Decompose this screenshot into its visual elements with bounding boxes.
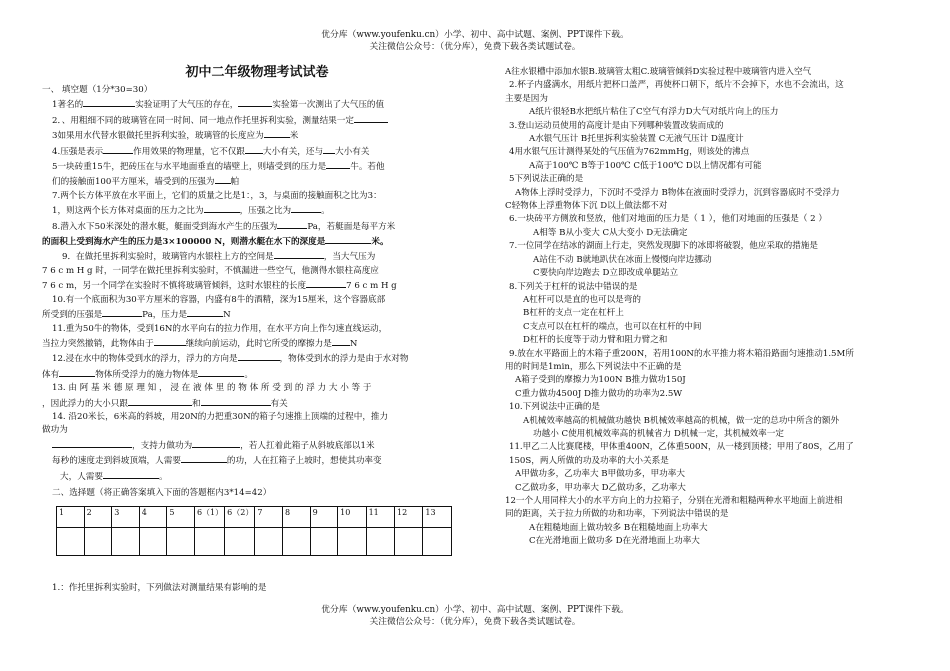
right-column-line: A甲做功多，乙功率大 B甲做功多，甲功率大 [515,469,685,480]
right-column-line: 主要是因为 [505,93,548,104]
header-line-2: 关注微信公众号：（优分库），免费下载各类试题试卷。 [369,42,581,52]
right-column-line: A机械效率越高的机械做功越快 B机械效率越高的机械，做一定的总功中所含的额外 [523,415,840,426]
right-column-line: 5下列说法正确的是 [509,174,584,185]
question-9-cont: 7 6 c m H g 时，一同学在做托里拆利实验时，不慎漏进一些空气，他测得水银柱高度应 [42,265,379,276]
answer-grid-header-cell: 6（2） [225,507,255,528]
answer-grid-header-cell: 5 [167,507,195,528]
answer-grid [56,506,452,556]
question-8-cont: 的面积上受到海水产生的压力是3×100000 N，则潜水艇在水下的深度是 米。 [42,234,452,249]
question-4: 4.压强是表示 作用效果的物理量，它不仅跟 大小有关，还与 大小有关 [42,144,452,159]
left-column [42,65,452,593]
right-column-line: C要快向岸边跑去 D立即改成单腿站立 [533,268,679,279]
right-column-line: C支点可以在杠杆的端点，也可以在杠杆的中间 [523,321,702,332]
right-column-line: 9.放在水平路面上的木箱子重200N，若用100N的水平推力将木箱沿路面匀速推动1.5M所 [509,348,854,359]
question-14-cont3: 每秒的速度走到斜坡顶端，人需要 的功，人在扛箱子上坡时，想使其功率变 [42,453,452,468]
question-10: 10.有一个底面积为30平方厘米的容器，内盛有8牛的酒精，深为15厘米，这个容器底部 [52,294,386,305]
answer-grid-header-cell: 4 [139,507,167,528]
answer-grid-header-cell: 7 [255,507,283,528]
right-column-line: A纸片很轻B水把纸片粘住了C空气有浮力D大气对纸片向上的压力 [529,107,779,118]
question-9-cont2: 7 6 c m，另一个同学在实验时不慎将玻璃管倾斜，这时水银柱的长度 7 6 c m H g [42,278,452,293]
question-5: 5一块砖重15牛，把砖压在与水平地面垂直的墙壁上，则墙受到的压力是 牛。若他 [42,159,452,174]
question-10-cont: 所受到的压强是 Pa，压力是 N [42,307,452,322]
question-9: 9．在做托里拆利实验时，玻璃管内水银柱上方的空间是 ，当大气压为 [42,249,452,264]
right-column-line: 2.杯子内盛满水，用纸片把杯口盖严，再使杯口朝下，纸片不会掉下，水也不会流出，这 [509,80,844,91]
page-header [0,29,950,53]
question-8: 8.潜入水下50米深处的潜水艇，艇面受到海水产生的压强为 Pa，若艇面是每平方米 [42,219,452,234]
right-column-line: A在粗糙地面上做功较多 B在粗糙地面上功率大 [529,522,708,533]
answer-grid-answer-cell[interactable] [282,528,310,556]
right-column-line: 7.一位同学在结冰的湖面上行走，突然发现脚下的冰即将破裂，他应采取的措施是 [509,241,818,252]
answer-grid-header-cell: 8 [282,507,310,528]
answer-grid-answer-cell[interactable] [423,528,452,556]
answer-grid-header-cell: 13 [423,507,452,528]
right-column-line: A高于100℃ B等于100℃ C低于100℃ D以上情况都有可能 [529,160,762,171]
right-column-line: C轻物体上浮重物体下沉 D以上做法都不对 [505,201,668,212]
section-fill-heading: 一、 填空题（1分*30=30） [42,85,153,95]
question-7-cont: 1，则这两个长方体对桌面的压力之比为 ，压强之比为 。 [42,203,452,218]
answer-grid-header-cell: 1 [57,507,85,528]
header-line-1: 优分库（www.youfenku.cn）小学、初中、高中试题、案例、PPT课件下载。 [321,30,629,40]
answer-grid-answer-cell[interactable] [139,528,167,556]
page-footer [0,604,950,628]
right-column-line: 10.下列说法中正确的是 [509,402,601,413]
right-column-line: A往水银槽中添加水银B.玻璃管太粗C.玻璃管倾斜D实验过程中玻璃管内进入空气 [505,67,812,77]
right-column-line: 12一个人用同样大小的水平方向上的力拉箱子，分别在光滑和粗糙两种水平地面上前进相 [505,496,843,506]
right-column-line: C乙做功多，甲功率大 D乙做功多，乙功率大 [515,482,686,493]
right-column-line: B杠杆的支点一定在杠杆上 [523,308,624,319]
answer-grid-answer-cell[interactable] [366,528,394,556]
right-column-line: A站住不动 B就地趴伏在冰面上慢慢向岸边挪动 [533,254,712,265]
question-11-cont: 当拉力突然撤销，此物体由于 继续向前运动，此时它所受的摩擦力是 N [42,336,452,351]
right-column-line: 同的距离，关于拉力所做的功和功率，下列说法中错误的是 [505,509,729,520]
question-7: 7.两个长方体平放在水平面上，它们的质量之比是1：，3，与桌面的接触面积之比为3： [52,190,382,201]
footer-line-1: 优分库（www.youfenku.cn）小学、初中、高中试题、案例、PPT课件下载。 [321,605,629,615]
page-title: 初中二年级物理考试试卷 [185,65,329,80]
right-column-line: 6.一块砖平方侧放和竖放，他们对地面的压力是（ 1 ），他们对地面的压强是（ 2 ） [509,214,827,225]
right-column-line: A箱子受到的摩擦力为100N B推力做功150J [515,375,686,386]
question-13: 13. 由 阿 基 米 德 原 理 知 ， 浸 在 液 体 里 的 物 体 所 受 到 的 浮 力 大 小 等 于 [52,383,372,394]
answer-grid-answer-cell[interactable] [310,528,338,556]
answer-grid-answer-cell[interactable] [112,528,140,556]
right-column-line: A相等 B从小变大 C从大变小 D无法确定 [533,227,688,238]
answer-grid-header-cell: 11 [366,507,394,528]
answer-grid-header-cell: 2 [84,507,112,528]
answer-grid-header-cell: 6（1） [194,507,224,528]
right-column-line: 3.登山运动员使用的高度计是由下列哪种装置改装而成的 [509,120,724,131]
right-column-line: D杠杆的长度等于动力臂和阻力臂之和 [523,335,668,346]
right-column [505,66,910,549]
right-column-line: A水银气压计 B托里拆利实验装置 C无液气压计 D温度计 [529,134,744,145]
footer-line-2: 关注微信公众号：（优分库），免费下载各类试题试卷。 [369,617,581,627]
answer-grid-answer-cell[interactable] [57,528,85,556]
answer-grid-answer-cell[interactable] [84,528,112,556]
right-column-line: A物体上浮时受浮力，下沉时不受浮力 B物体在液面时受浮力，沉到容器底时不受浮力 [515,187,840,198]
answer-grid-header-cell: 3 [112,507,140,528]
answer-grid-answer-cell[interactable] [338,528,366,556]
answer-grid-header-cell: 9 [310,507,338,528]
question-14: 14. 沿20米长，6米高的斜坡，用20N的力把重30N的箱子匀速推上顶端的过程中，推力 [52,411,389,422]
choice-question-1: 1.：作托里拆利实验时，下列做法对测量结果有影响的是 [52,583,267,593]
section-choice-heading: 二、选择题（将正确答案填入下面的答题框内3*14=42） [52,487,272,498]
right-column-line: C在光滑地面上做功多 D在光滑地面上功率大 [529,536,700,547]
answer-grid-header-cell: 10 [338,507,366,528]
right-column-line: 功越小 C使用机械效率高的机械省力 D机械一定，其机械效率一定 [533,428,784,439]
right-column-line: 4用水银气压计测得某处的气压值为762mmHg，则该处的沸点 [509,147,750,158]
right-column-line: 150S，两人所做的功及功率的大小关系是 [509,455,669,466]
question-14-cont2: ，支持力做功为 ，若人扛着此箱子从斜坡底部以1米 [42,438,452,453]
question-5-cont: 们的接触面100平方厘米，墙受到的压强为 帕 [42,174,452,189]
answer-grid-answer-cell[interactable] [255,528,283,556]
question-14-cont4: 大，人需要 。 [42,469,452,484]
answer-grid-header-cell: 12 [395,507,423,528]
right-column-line: 11.甲乙二人比赛爬楼，甲体重400N，乙体重500N，从一楼到顶楼；甲用了80S，乙用了 [509,442,854,453]
question-11: 11.重为50牛的物体，受到16N的水平向右的拉力作用，在水平方向上作匀速直线运动， [52,323,388,334]
question-13-cont: ，因此浮力的大小只跟 和 有关 [42,396,452,411]
question-12-cont: 体有 物体所受浮力的施力物体是 。 [42,367,452,382]
answer-grid-answer-cell[interactable] [167,528,195,556]
right-column-line: C重力做功4500J D推力做功的功率为2.5W [515,388,683,399]
answer-grid-answer-cell[interactable] [194,528,224,556]
question-12: 12.浸在水中的物体受到水的浮力，浮力的方向是 ，物体受到水的浮力是由于水对物 [42,351,452,366]
question-14-cont: 做功为 [42,425,68,436]
right-column-line: 用的时间是1min，那么下列说法中不正确的是 [505,361,682,372]
question-1: 1著名的 实验证明了大气压的存在， 实验第一次测出了大气压的值 [42,97,452,112]
question-3: 3如果用水代替水银做托里拆利实验，玻璃管的长度应为 米 [42,128,452,143]
answer-grid-answer-cell[interactable] [225,528,255,556]
right-column-line: 8.下列关于杠杆的说法中错误的是 [509,281,638,292]
question-2: 2．、用粗细不同的玻璃管在同一时间、同一地点作托里拆利实验，测量结果一定 [42,113,452,128]
answer-grid-answer-cell[interactable] [395,528,423,556]
right-column-line: A杠杆可以是直的也可以是弯的 [523,294,641,305]
